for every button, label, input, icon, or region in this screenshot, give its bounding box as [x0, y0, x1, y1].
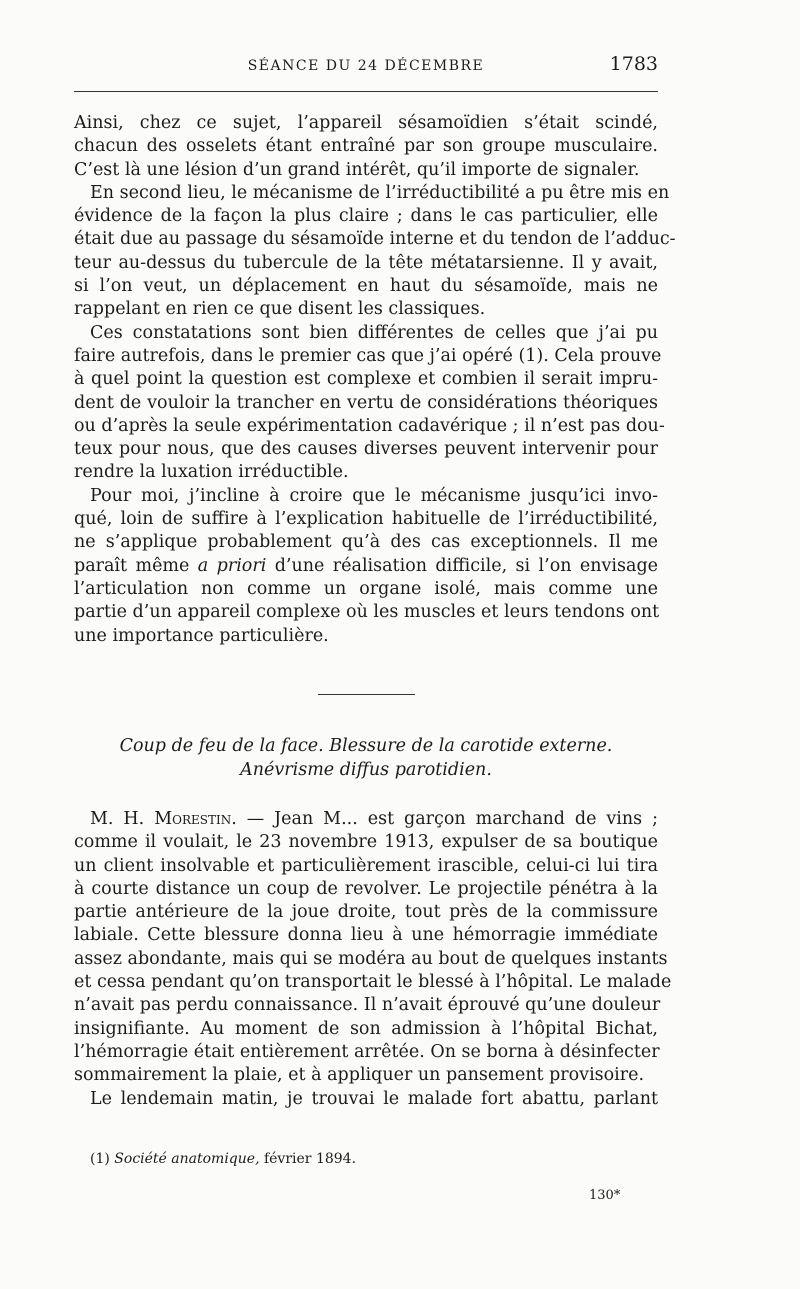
text-line: assez abondante, mais qui se modéra au bout de quelques instants [74, 948, 668, 969]
signature-mark: 130* [589, 1188, 621, 1203]
header-rule [74, 91, 658, 92]
text-line: paraît même a priori d’une réalisation difficile, si l’on envisage [74, 555, 659, 576]
text-line: ou d’après la seule expérimentation cadavérique ; il n’est pas dou- [74, 415, 665, 436]
text-line: l’hémorragie était entièrement arrêtée. On se borna à désinfecter [74, 1041, 660, 1062]
text-line: comme il voulait, le 23 novembre 1913, expulser de sa boutique [74, 832, 658, 853]
text-line: partie d’un appareil complexe où les muscles et leurs tendons ont [74, 602, 660, 623]
text-line: rappelant en rien ce que disent les classiques. [74, 299, 486, 320]
text-line: sommairement la plaie, et à appliquer un pansement provisoire. [74, 1065, 645, 1086]
text-line: chacun des osselets étant entraîné par son groupe musculaire. [74, 136, 658, 157]
text-line: Ainsi, chez ce sujet, l’appareil sésamoïdien s’était scindé, [74, 113, 658, 133]
speaker-name: M. H. Morestin. [90, 809, 237, 829]
text-line: évidence de la façon la plus claire ; dans le cas particulier, elle [74, 206, 658, 227]
section-title-line-2: Anévrisme diffus parotidien. [240, 760, 492, 780]
text-line: C’est là une lésion d’un grand intérêt, qu’il importe de signaler. [74, 159, 640, 180]
text-line: à quel point la question est complexe et combien il serait impru- [74, 369, 658, 390]
footnote-source: Société anatomique, [114, 1151, 260, 1167]
text-line: un client insolvable et particulièrement irascible, celui-ci lui tira [74, 855, 658, 876]
text-line: était due au passage du sésamoïde interne et du tendon de l’adduc- [74, 229, 676, 250]
text-line: Pour moi, j’incline à croire que le mécanisme jusqu’ici invo- [90, 485, 658, 506]
footnote [90, 1151, 356, 1167]
text-line: Le lendemain matin, je trouvai le malade fort abattu, parlant [90, 1088, 658, 1109]
section-title-line-1: Coup de feu de la face. Blessure de la carotide externe. [119, 736, 613, 756]
text-line: une importance particulière. [74, 625, 329, 646]
text-line: qué, loin de suffire à l’explication habituelle de l’irréductibilité, [74, 509, 658, 530]
text-line: et cessa pendant qu’on transportait le blessé à l’hôpital. Le malade [74, 972, 672, 993]
italic-phrase: a priori [197, 555, 267, 576]
text-line: teur au-dessus du tubercule de la tête métatarsienne. Il y avait, [74, 252, 658, 273]
text-line: à courte distance un coup de revolver. Le projectile pénétra à la [74, 878, 658, 899]
text-line: rendre la luxation irréductible. [74, 462, 349, 483]
text-line: En second lieu, le mécanisme de l’irréductibilité a pu être mis en [90, 182, 670, 203]
paragraph-block-1 [74, 112, 676, 648]
text-line: l’articulation non comme un organe isolé, mais comme une [74, 578, 658, 599]
section-divider [318, 694, 415, 695]
text-line: labiale. Cette blessure donna lieu à une hémorragie immédiate [74, 925, 658, 946]
text-line: n’avait pas perdu connaissance. Il n’avait éprouvé qu’une douleur [74, 995, 661, 1016]
paragraph-block-2 [74, 808, 672, 1111]
footnote-marker: (1) [90, 1151, 110, 1167]
text-line: partie antérieure de la joue droite, tout près de la commissure [74, 902, 658, 923]
text-line [74, 808, 658, 831]
text-line: dent de vouloir la trancher en vertu de considérations théoriques [74, 392, 658, 413]
running-head [74, 50, 658, 90]
footnote-date: février 1894. [263, 1151, 357, 1167]
text-line: faire autrefois, dans le premier cas que j’ai opéré (1). Cela prouve [74, 345, 662, 366]
text-line: Ces constatations sont bien différentes de celles que j’ai pu [90, 322, 658, 343]
text-line: si l’on veut, un déplacement en haut du sésamoïde, mais ne [74, 276, 658, 297]
running-title: SÉANCE DU 24 DÉCEMBRE [247, 58, 485, 74]
page-number: 1783 [609, 53, 658, 75]
text-line: insignifiante. Au moment de son admission à l’hôpital Bichat, [74, 1018, 658, 1039]
section-title [74, 734, 658, 782]
text-line: ne s’applique probablement qu’à des cas exceptionnels. Il me [74, 532, 658, 553]
text-run: — Jean M... est garçon marchand de vins ; [236, 809, 658, 829]
text-line: teux pour nous, que des causes diverses peuvent intervenir pour [74, 439, 658, 460]
